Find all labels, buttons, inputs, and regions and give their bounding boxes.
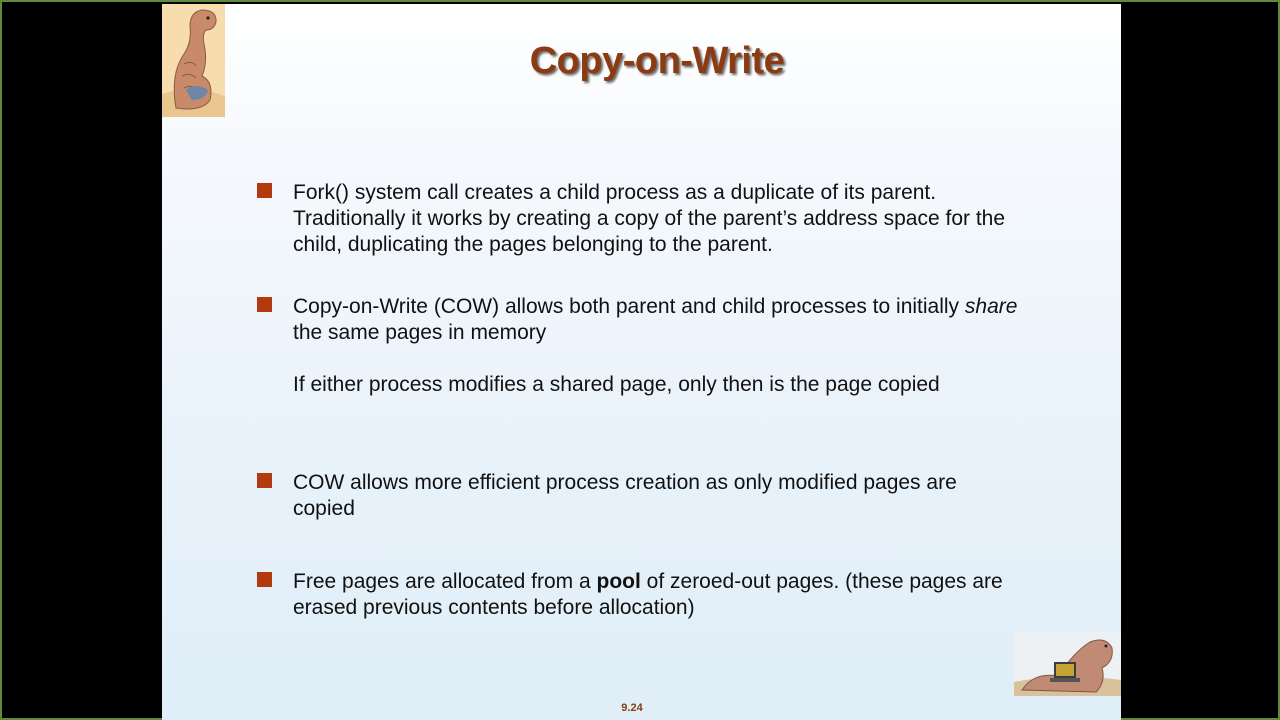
slide-title: Copy-on-Write bbox=[529, 40, 785, 82]
bullet-text-cow bbox=[293, 294, 1023, 346]
bullet-marker-icon bbox=[257, 572, 273, 588]
bullet-text-cow-part1: Copy-on-Write (COW) allows both parent and child processes to initially bbox=[293, 295, 965, 318]
bullet-text-efficiency: COW allows more efficient process creation as only modified pages are copied bbox=[293, 471, 957, 520]
bullet-text-free-pages-part1: Free pages are allocated from a bbox=[293, 570, 597, 593]
bullet-list bbox=[162, 4, 1121, 720]
bullet-text-free-pages-bold: pool bbox=[596, 570, 641, 593]
bullet-text-free-pages bbox=[293, 569, 1023, 621]
slide bbox=[162, 4, 1121, 720]
bullet-text-cow-part2: the same pages in memory bbox=[293, 321, 547, 344]
bullet-text-free-pages-part2: of zeroed-out pages. (these pages are erased previous contents before allocation) bbox=[293, 570, 1003, 619]
bullet-marker-icon bbox=[257, 183, 273, 199]
bullet-text-fork: Fork() system call creates a child process as a duplicate of its parent. Traditionally it works by creating a copy of the parent’s address space for the child, duplicating the pages belonging to the parent. bbox=[293, 181, 1006, 256]
bullet-marker-icon bbox=[257, 473, 273, 489]
bullet-marker-icon bbox=[257, 297, 273, 313]
bullet-text-cow-continuation: If either process modifies a shared page, only then is the page copied bbox=[293, 373, 940, 396]
page-number: 9.24 bbox=[621, 702, 643, 714]
bullet-text-cow-emphasis: share bbox=[964, 295, 1018, 318]
